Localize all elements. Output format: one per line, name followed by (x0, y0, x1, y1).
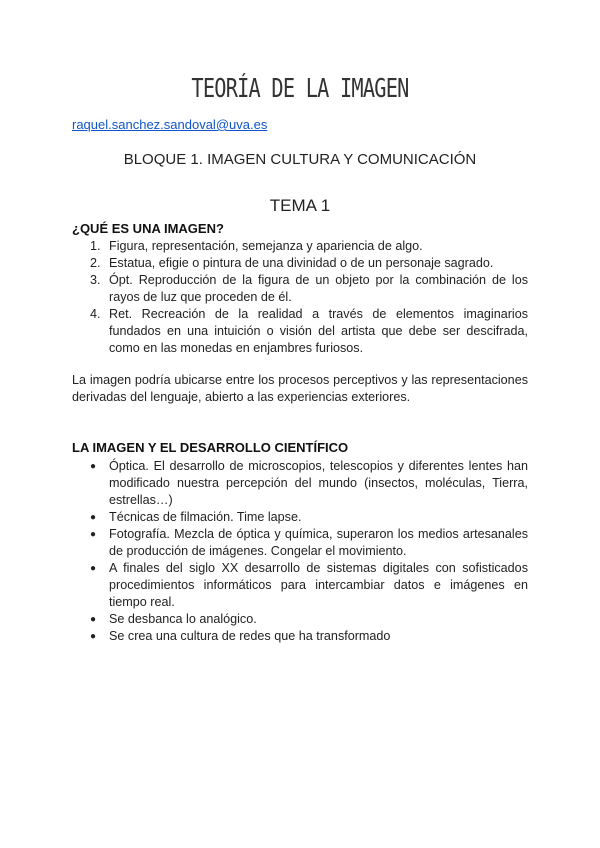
list-item-text: Estatua, efigie o pintura de una divinidad o de un personaje sagrado. (109, 256, 494, 270)
bullet-icon: ● (90, 563, 97, 574)
list-number: 3. (90, 273, 101, 287)
list-item (72, 272, 528, 306)
bullet-icon: ● (90, 461, 97, 472)
block-title: BLOQUE 1. IMAGEN CULTURA Y COMUNICACIÓN (123, 151, 477, 168)
list-item (72, 255, 528, 272)
bullet-list (72, 458, 528, 645)
intro-paragraph: La imagen podría ubicarse entre los procesos perceptivos y las representaciones derivadas del lenguaje, abierto a las experiencias exteriores. (72, 373, 528, 404)
list-item (72, 458, 528, 509)
list-item (72, 306, 528, 357)
bullet-icon: ● (90, 631, 97, 642)
tema-heading: TEMA 1 (269, 196, 331, 215)
list-item-text: Técnicas de filmación. Time lapse. (109, 510, 302, 524)
section-heading-desarrollo: LA IMAGEN Y EL DESARROLLO CIENTÍFICO (72, 440, 349, 455)
list-item (72, 611, 528, 628)
bullet-icon: ● (90, 614, 97, 625)
document-title: TEORÍA DE LA IMAGEN (191, 74, 409, 104)
list-item (72, 526, 528, 560)
list-item-text: Ret. Recreación de la realidad a través de elementos imaginarios fundados en una intuición o visión del artista que debe ser descifrada, como en las monedas en enjambres furiosos. (109, 307, 528, 355)
list-item-text: Ópt. Reproducción de la figura de un objeto por la combinación de los rayos de luz que proceden de él. (109, 273, 528, 304)
list-item-text: Óptica. El desarrollo de microscopios, telescopios y diferentes lentes han modificado nuestra percepción del mundo (insectos, moléculas, Tierra, estrellas…) (109, 459, 528, 507)
list-item-text: Se desbanca lo analógico. (109, 612, 257, 626)
definitions-list (72, 238, 528, 357)
list-number: 4. (90, 307, 101, 321)
list-item (72, 509, 528, 526)
list-item-text: Se crea una cultura de redes que ha transformado (109, 629, 391, 643)
list-item-text: Figura, representación, semejanza y apariencia de algo. (109, 239, 423, 253)
bullet-icon: ● (90, 529, 97, 540)
section-heading-que-es: ¿QUÉ ES UNA IMAGEN? (72, 221, 224, 236)
bullet-icon: ● (90, 512, 97, 523)
list-item-text: Fotografía. Mezcla de óptica y química, superaron los medios artesanales de producción de imágenes. Congelar el movimiento. (109, 527, 528, 558)
list-item (72, 628, 528, 645)
list-number: 1. (90, 239, 101, 253)
list-item (72, 560, 528, 611)
list-item (72, 238, 528, 255)
list-number: 2. (90, 256, 101, 270)
email-link[interactable]: raquel.sanchez.sandoval@uva.es (72, 117, 268, 132)
list-item-text: A finales del siglo XX desarrollo de sistemas digitales con sofisticados procedimientos informáticos para intercambiar datos e imágenes en tiempo real. (109, 561, 528, 609)
